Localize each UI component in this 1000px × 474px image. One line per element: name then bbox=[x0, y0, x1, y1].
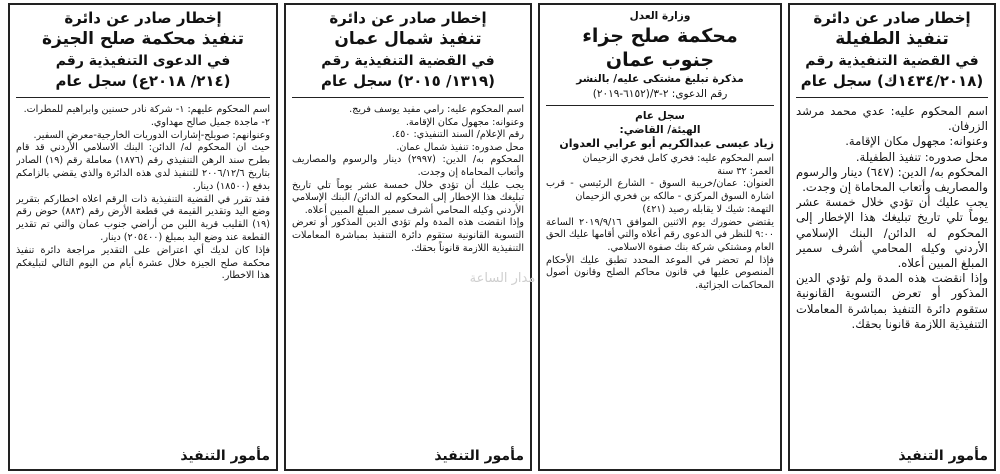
divider bbox=[796, 97, 988, 98]
notice-paragraph: فقد تقرر في القضية التنفيذية ذات الرقم اعلاه اخطاركم بتقرير وضع اليد وتقدير القيمة في قطعة الأرض رقم (٨٨٣) حوض رقم (١٩) القليب قرية اللبن من أراضي جنوب عمان والتي تم تقدير القطعة عند وضع اليد بمبلغ (٢٠٥٤٠٠) دينار. bbox=[16, 193, 270, 243]
record-label: سجل عام bbox=[635, 110, 685, 122]
case-label: في القضية التنفيذية رقم bbox=[805, 53, 979, 69]
notice-header bbox=[16, 9, 270, 92]
notice-signature: مأمور التنفيذ bbox=[180, 448, 270, 464]
notice-header bbox=[796, 9, 988, 92]
notice-jiza-court bbox=[8, 3, 278, 471]
notice-paragraph: يجب عليك أن تؤدي خلال خمسة عشر يوماً تلي تاريخ تبليغك هذا الإخطار إلى المحكوم له الدائن/ البنك الإسلامي الأردني وكيله المحامي أشرف سمير المبلغ المبين أعلاه. bbox=[292, 179, 524, 216]
notice-south-amman-court bbox=[538, 3, 782, 471]
notice-header bbox=[546, 9, 774, 102]
notice-paragraph: اسم المحكوم عليه: عدي محمد مرشد الزرفان. وعنوانه: مجهول مكان الإقامة. محل صدوره: تنفيذ الطفيلة. المحكوم به/ الدين: (٦٤٧) دينار والرسوم والمصاريف وأتعاب المحاماة إن وجدت. bbox=[796, 104, 988, 195]
court-location: جنوب عمان bbox=[605, 49, 715, 71]
notice-title: إخطار صادر عن دائرة bbox=[329, 9, 487, 27]
divider bbox=[546, 105, 774, 106]
case-number: (١٤٣٤/٢٠١٨ك) سجل عام bbox=[800, 72, 984, 90]
divider bbox=[292, 97, 524, 98]
watermark: مدار الساعة bbox=[469, 271, 536, 286]
notice-title: إخطار صادر عن دائرة bbox=[64, 9, 222, 27]
notice-paragraph: يقتضي حضورك يوم الاثنين الموافق ٢٠١٩/٩/١٦ الساعة ٩:٠٠ للنظر في الدعوى رقم أعلاه والتي أقامها عليك الحق العام ومشتكي شركة بنك صفوة الاسلامي. bbox=[546, 216, 774, 253]
notice-department: تنفيذ شمال عمان bbox=[334, 29, 482, 49]
notice-department: تنفيذ محكمة صلح الجيزة bbox=[41, 29, 245, 49]
notice-paragraph: اسم المحكوم عليه: رامي مفيد يوسف فريج. وعنوانه: مجهول مكان الإقامة. رقم الإعلام/ السند التنفيذي: ٤٥٠. محل صدوره: تنفيذ شمال عمان. المحكوم به/ الدين: (٢٩٩٧) دينار والرسوم والمصاريف وأتعاب المحاماة إن وجدت. bbox=[292, 104, 524, 178]
notice-paragraph: فإذا لم تحضر في الموعد المحدد تطبق عليك الأحكام المنصوص عليها في قانون محاكم الصلح وقانون أصول المحاكمات الجزائية. bbox=[546, 254, 774, 292]
notice-north-amman bbox=[284, 3, 532, 471]
court-name: محكمة صلح جزاء bbox=[582, 25, 738, 47]
divider bbox=[16, 97, 270, 98]
notice-body bbox=[292, 104, 524, 444]
notice-signature: مأمور التنفيذ bbox=[434, 448, 524, 464]
memo-type: مذكرة تبليغ مشتكى عليه/ بالنشر bbox=[576, 73, 744, 85]
notice-body bbox=[546, 153, 774, 465]
notice-paragraph: وإذا انقضت هذه المدة ولم تؤدي الدين المذكور أو تعرض التسوية القانونية ستقوم دائرة التنفيذ بمباشرة المعاملات التنفيذية اللازمة قانوناً بحقك. bbox=[292, 217, 524, 254]
notice-paragraph: يجب عليك أن تؤدي خلال خمسة عشر يوماً تلي تاريخ تبليغك هذا الإخطار إلى المحكوم له الدائن/ البنك الإسلامي الأردني وكيله المحامي أشرف سمير المبلغ المبين أعلاه. bbox=[796, 195, 988, 271]
case-number: رقم الدعوى: ٢-٣/(٦١٥٢-٢٠١٩) bbox=[592, 88, 728, 100]
panel-label: الهيئة/ القاضي: bbox=[619, 124, 701, 136]
notice-department: تنفيذ الطفيلة bbox=[835, 29, 949, 49]
notice-header bbox=[292, 9, 524, 92]
notice-paragraph: اسم المحكوم عليهم: ١- شركة نادر حسنين وابراهيم للمطرات. ٢- ماجدة جميل صالح مهداوي. وعنوانهم: صويلح-إشارات الدوريات الخارجية-معرض السفير. bbox=[23, 104, 270, 141]
ministry-label: وزارة العدل bbox=[629, 10, 691, 22]
notice-paragraph: حيث ان المحكوم له/ الدائن: البنك الاسلامي الأردني قد قام بطرح سند الرهن التنفيذي رقم (١٨٧٦) معاملة رقم (١٩) الصادر بتاريخ ٢٠٠٦/١٢/٦ للتنفيذ لدى هذه الدائرة والذي يقضي بالزامكم بدفع (١٨٥٠٠) دينار. bbox=[16, 142, 270, 192]
case-label: في الدعوى التنفيذية رقم bbox=[55, 53, 231, 69]
case-label: في القضية التنفيذية رقم bbox=[321, 53, 495, 69]
notice-tafila bbox=[788, 3, 996, 471]
case-number: (٢١٤/ ٢٠١٨ع) سجل عام bbox=[55, 72, 231, 90]
notice-title: إخطار صادر عن دائرة bbox=[813, 9, 971, 27]
notice-body bbox=[796, 104, 988, 444]
notice-signature: مأمور التنفيذ bbox=[898, 448, 988, 464]
notice-paragraph: اسم المحكوم عليه: فخري كامل فخري الزحيمان العمر: ٣٢ سنة العنوان: عمان/خريبة السوق - الشارع الرئيسي - قرب اشارة السوق المركزي - مالكه بن فخري الزحيمان التهمة: شيك لا يقابله رصيد (٤٢١) bbox=[546, 153, 774, 215]
notice-body bbox=[16, 104, 270, 444]
judge-name: زياد عيسى عبدالكريم أبو عرابي العدوان bbox=[559, 137, 774, 150]
notice-paragraph: وإذا انقضت هذه المدة ولم تؤدي الدين المذكور أو تعرض التسوية القانونية ستقوم دائرة التنفيذ بمباشرة المعاملات التنفيذية اللازمة قانونا بحقك. bbox=[796, 271, 988, 331]
notice-paragraph: فإذا كان لديك أي اعتراض على التقدير مراجعة دائرة تنفيذ محكمة صلح الجيزة خلال عشرة أيام من اليوم التالي لتبليغكم هذا الاخطار. bbox=[16, 244, 270, 282]
case-number: (١٣١٩/ ٢٠١٥) سجل عام bbox=[321, 72, 495, 90]
